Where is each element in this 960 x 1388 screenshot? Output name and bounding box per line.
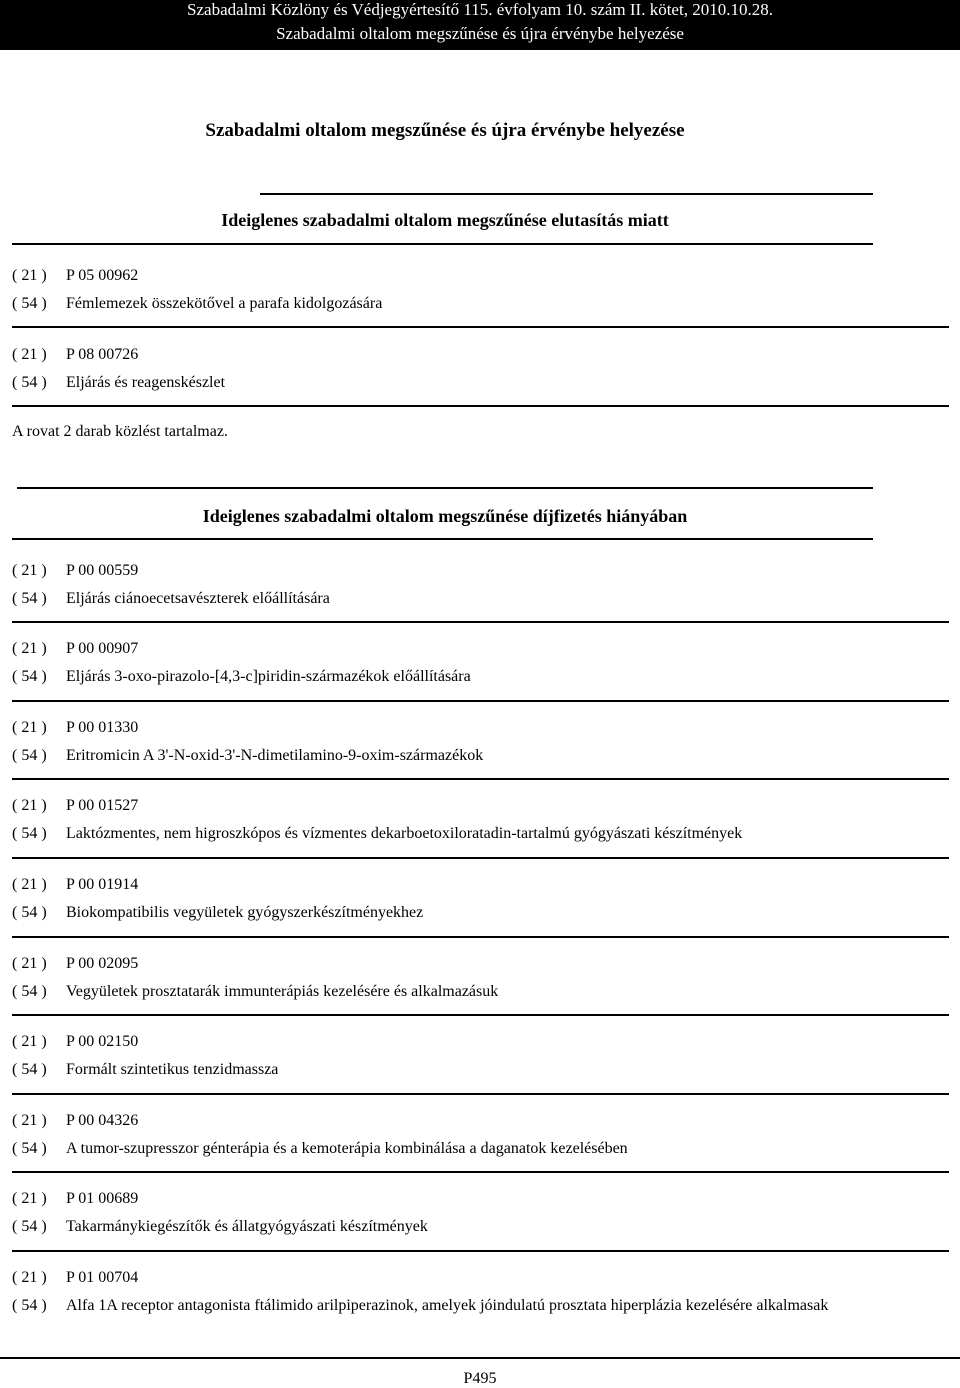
section-rule <box>260 193 873 195</box>
entry-separator <box>12 621 949 623</box>
patent-entry <box>12 1264 912 1320</box>
invention-title: Laktózmentes, nem higroszkópos és vízmentes dekarboetoxiloratadin-tartalmú gyógyászati készítmények <box>66 825 743 842</box>
entry-separator <box>12 936 949 938</box>
field-code-54: ( 54 ) <box>12 825 47 842</box>
application-number: P 08 00726 <box>66 346 139 363</box>
field-code-54: ( 54 ) <box>12 590 47 607</box>
field-code-54: ( 54 ) <box>12 747 47 764</box>
patent-entry <box>12 792 912 848</box>
application-number: P 00 02150 <box>66 1033 139 1050</box>
patent-entry <box>12 635 912 691</box>
application-number: P 00 01330 <box>66 719 139 736</box>
field-code-21: ( 21 ) <box>12 346 47 363</box>
field-code-54: ( 54 ) <box>12 295 47 312</box>
invention-title: A tumor-szupresszor génterápia és a kemoterápia kombinálása a daganatok kezelésében <box>66 1140 628 1157</box>
entry-separator <box>0 1357 960 1359</box>
invention-title: Eljárás ciánoecetsavészterek előállítására <box>66 590 330 607</box>
section-title: Ideiglenes szabadalmi oltalom megszűnése díjfizetés hiányában <box>202 506 688 526</box>
field-code-54: ( 54 ) <box>12 1218 47 1235</box>
field-code-21: ( 21 ) <box>12 955 47 972</box>
field-code-54: ( 54 ) <box>12 904 47 921</box>
invention-title: Fémlemezek összekötővel a parafa kidolgozására <box>66 295 383 312</box>
entry-separator <box>12 1093 949 1095</box>
field-code-54: ( 54 ) <box>12 374 47 391</box>
page-title: Szabadalmi oltalom megszűnése és újra érvénybe helyezése <box>205 120 685 141</box>
patent-entry <box>12 714 912 770</box>
patent-entry <box>12 1185 912 1241</box>
invention-title: Alfa 1A receptor antagonista ftálimido arilpiperazinok, amelyek jóindulatú prosztata hiperplázia kezelésére alkalmasak <box>66 1297 829 1314</box>
entry-separator <box>12 778 949 780</box>
page-number: P495 <box>463 1370 497 1387</box>
application-number: P 05 00962 <box>66 267 139 284</box>
section-rule <box>12 243 873 245</box>
invention-title: Eljárás 3-oxo-pirazolo-[4,3-c]piridin-származékok előállítására <box>66 668 471 685</box>
field-code-21: ( 21 ) <box>12 640 47 657</box>
application-number: P 00 04326 <box>66 1112 139 1129</box>
patent-entry <box>12 557 912 613</box>
patent-entry <box>12 262 912 318</box>
entry-separator <box>12 700 949 702</box>
application-number: P 01 00689 <box>66 1190 139 1207</box>
invention-title: Biokompatibilis vegyületek gyógyszerkészítményekhez <box>66 904 424 921</box>
invention-title: Takarmánykiegészítők és állatgyógyászati készítmények <box>66 1218 428 1235</box>
entry-separator <box>12 857 949 859</box>
journal-title: Szabadalmi Közlöny és Védjegyértesítő 115. évfolyam 10. szám II. kötet, 2010.10.28. <box>187 0 773 19</box>
invention-title: Vegyületek prosztatarák immunterápiás kezelésére és alkalmazásuk <box>66 983 499 1000</box>
field-code-21: ( 21 ) <box>12 267 47 284</box>
section-running-title: Szabadalmi oltalom megszűnése és újra érvénybe helyezése <box>276 24 684 43</box>
field-code-54: ( 54 ) <box>12 1297 47 1314</box>
patent-entry <box>12 341 912 397</box>
application-number: P 00 00559 <box>66 562 139 579</box>
section-rule <box>17 487 873 489</box>
running-header <box>0 0 960 50</box>
invention-title: Formált szintetikus tenzidmassza <box>66 1061 279 1078</box>
field-code-21: ( 21 ) <box>12 562 47 579</box>
section-rule <box>12 538 873 540</box>
application-number: P 00 01914 <box>66 876 139 893</box>
field-code-21: ( 21 ) <box>12 1033 47 1050</box>
entry-separator <box>12 1014 949 1016</box>
field-code-21: ( 21 ) <box>12 876 47 893</box>
application-number: P 00 02095 <box>66 955 139 972</box>
field-code-54: ( 54 ) <box>12 1140 47 1157</box>
patent-entry <box>12 871 912 927</box>
field-code-21: ( 21 ) <box>12 797 47 814</box>
field-code-21: ( 21 ) <box>12 1112 47 1129</box>
field-code-21: ( 21 ) <box>12 1269 47 1286</box>
entry-separator <box>12 1250 949 1252</box>
patent-entry <box>12 1107 912 1163</box>
field-code-21: ( 21 ) <box>12 719 47 736</box>
patent-entry <box>12 950 912 1006</box>
patent-entry <box>12 1028 912 1084</box>
field-code-54: ( 54 ) <box>12 983 47 1000</box>
field-code-21: ( 21 ) <box>12 1190 47 1207</box>
field-code-54: ( 54 ) <box>12 668 47 685</box>
field-code-54: ( 54 ) <box>12 1061 47 1078</box>
section-note: A rovat 2 darab közlést tartalmaz. <box>12 423 228 440</box>
application-number: P 01 00704 <box>66 1269 139 1286</box>
invention-title: Eritromicin A 3'-N-oxid-3'-N-dimetilamino-9-oxim-származékok <box>66 747 484 764</box>
entry-separator <box>12 1171 949 1173</box>
invention-title: Eljárás és reagenskészlet <box>66 374 226 391</box>
entry-separator <box>12 326 949 328</box>
application-number: P 00 01527 <box>66 797 139 814</box>
entry-separator <box>12 405 949 407</box>
section-title: Ideiglenes szabadalmi oltalom megszűnése elutasítás miatt <box>221 210 669 230</box>
application-number: P 00 00907 <box>66 640 139 657</box>
